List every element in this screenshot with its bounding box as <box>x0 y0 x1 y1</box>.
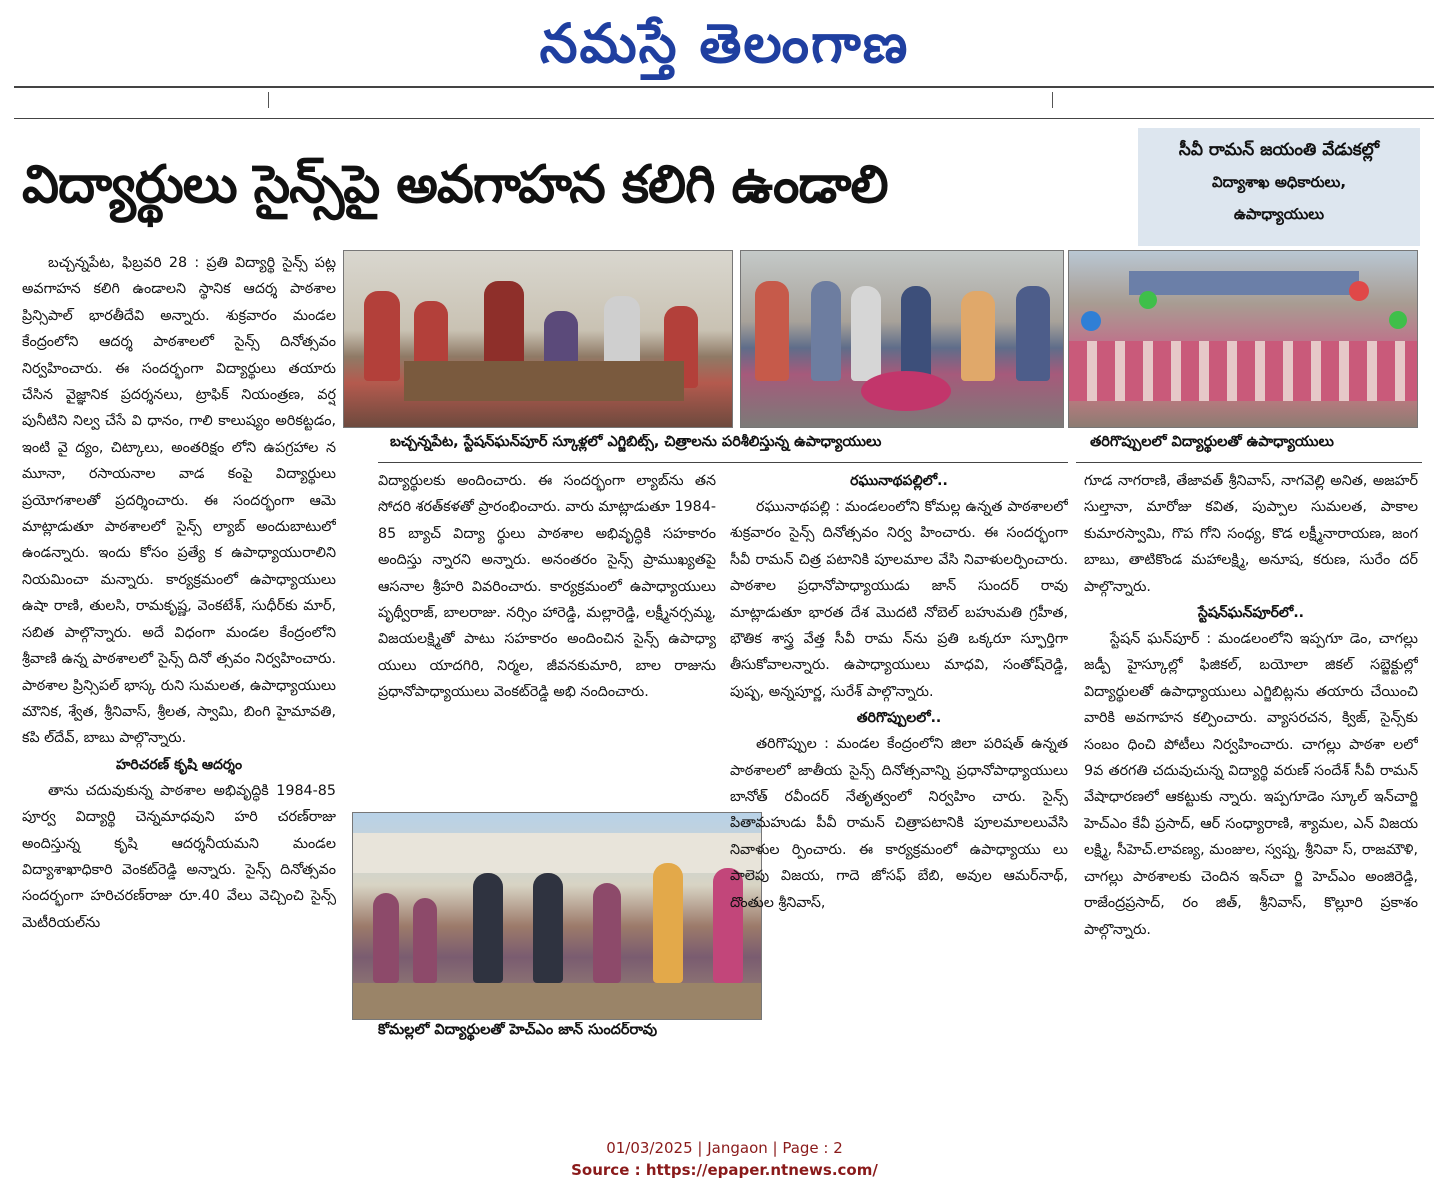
students-with-balloons-photo <box>1068 250 1418 428</box>
article-paragraph: గూడ నాగరాణి, తేజావత్ శ్రీనివాస్, నాగవెల్లి అనిత, అజహర్ సుల్తానా, మారోజు కవిత, పుప్పాల సుమలత, పాకాల కుమారస్వామి, గొప గోని సంధ్య, కొడ లక్ష్మీనారాయణ, జంగ బాబు, తాటికొండ మహాలక్ష్మి, అనూష, కరుణ, సురేం దర్ పాల్గొన్నారు. <box>1084 473 1418 595</box>
caption-main-photos: బచ్చన్నపేట, స్టేషన్‌ఘన్‌పూర్ స్కూళ్లలో ఎగ్జిబిట్స్, చిత్రాలను పరిశీలిస్తున్న ఉపాధ్యాయులు <box>390 434 882 450</box>
strip-divider <box>268 92 269 108</box>
source-url: Source : https://epaper.ntnews.com/ <box>571 1161 878 1179</box>
kicker-line-3: ఉపాధ్యాయులు <box>1233 205 1325 223</box>
section-subheading: తరిగొప్పులలో.. <box>856 710 942 727</box>
exhibit-photo-students <box>343 250 733 428</box>
article-column-3 <box>730 468 1068 1060</box>
article-column-4 <box>1084 468 1418 1060</box>
article-paragraph: స్టేషన్ ఘన్‌పూర్ : మండలంలోని ఇప్పగూ డెం, చాగల్లు జడ్పీ హైస్కూల్లో ఫిజికల్, బయోలా జికల్ సబ్జెక్టుల్లో విద్యార్థులతో ఉపాధ్యాయులు ఎగ్జిబిట్లను తయారు చేయించి వారికి అవగాహన కల్పించారు. వ్యాసరచన, క్విజ్, సైన్స్‌కు సంబం ధించి పోటీలు నిర్వహించారు. చాగల్లు పాఠశా లలో 9వ తరగతి చదువుచున్న విద్యార్థి వరుణ్ సందేశ్ సీవీ రామన్ వేషాధారణలో ఆకట్టుకు న్నారు. ఇప్పగూడెం స్కూల్ ఇన్‌చార్జి హెచ్ఎం కేవీ ప్రసాద్, ఆర్ సంధ్యారాణి, శ్యామల, ఎన్ విజయ లక్ష్మి, సీహెచ్.లావణ్య, మంజుల, స్వప్న, శ్రీనివా స్, రాజమౌళి, చాగల్లు పాఠశాలకు చెందిన ఇన్‌చా ర్జి హెచ్ఎం అంజిరెడ్డి, రాజేంద్రప్రసాద్, రం జిత్, శ్రీనివాస్, కొల్లూరి ప్రకాశం పాల్గొన్నారు. <box>1084 631 1418 938</box>
article-paragraph: విద్యార్థులకు అందించారు. ఈ సందర్భంగా ల్యాబ్‌ను తన సోదరి శరత్‌కళతో ప్రారంభించారు. వారు మాట్లాడుతూ 1984-85 బ్యాచ్ విద్యా ర్థులు పాఠశాల అభివృద్ధికి సహకారం అందిస్తు న్నారని అన్నారు. అనంతరం సైన్స్ ప్రాముఖ్యతపై ఆసనాల శ్రీహరి వివరించారు. కార్యక్రమంలో ఉపాధ్యాయులు పృథ్వీరాజ్, బాలరాజు. నర్సిం హారెడ్డి, మల్లారెడ్డి, లక్ష్మీనర్సమ్మ, విజయలక్ష్మితో పాటు సహకారం అందించిన సైన్స్ ఉపాధ్యా యులు యాదగిరి, నిర్మల, జీవనకుమారి, బాల రాజును ప్రధానోపాధ్యాయులు వెంకట్‌రెడ్డి అభి నందించారు. <box>378 473 716 701</box>
section-subheading: స్టేషన్‌ఘన్‌పూర్‌లో.. <box>1198 605 1304 622</box>
newspaper-masthead <box>0 8 1449 78</box>
caption-rule <box>1076 462 1422 463</box>
komalla-students-photo <box>352 812 762 1020</box>
section-subheading: రఘునాథపల్లిలో.. <box>850 473 948 489</box>
caption-bottom-photo: కోమల్లలో విద్యార్థులతో హెచ్ఎం జాన్ సుందర్‌రావు <box>378 1022 658 1038</box>
article-column-1 <box>22 250 336 1060</box>
section-subheading: హరిచరణ్ కృషి ఆదర్శం <box>115 756 243 773</box>
kicker-line-1: సీవీ రామన్ జయంతి వేడుకల్లో <box>1178 140 1380 160</box>
article-paragraph: బచ్చన్నపేట, ఫిబ్రవరి 28 : ప్రతి విద్యార్థి సైన్స్ పట్ల అవగాహన కలిగి ఉండాలని స్థానిక ఆదర్శ పాఠశాల ప్రిన్సిపాల్ భారతీదేవి అన్నారు. శుక్రవారం మండల కేంద్రంలోని ఆదర్శ పాఠశాలలో సైన్స్ దినోత్సవం నిర్వహించారు. ఈ సందర్భంగా విద్యార్థులు తయారు చేసిన వైజ్ఞానిక ప్రదర్శనలు, ట్రాఫిక్ నియంత్రణ, వర్ష పునీటిని నిల్వ చేసే వి ధానం, గాలి కాలుష్యం అరికట్టడం, ఇంటి వై ద్యం, చిట్కాలు, అంతరిక్షం లోని ఉపగ్రహాల న మూనా, రసాయనాల వాడ కంపై విద్యార్థులు ప్రయోగశాలతో ప్రదర్శించారు. ఈ సందర్భంగా ఆమె మాట్లాడుతూ పాఠశాలలో సైన్స్ ల్యాబ్ అందుబాటులో ఉండన్నారు. ఇందు కోసం ప్రత్యే క ఉపాధ్యాయురాలిని నియమించా మన్నారు. కార్యక్రమంలో ఉపాధ్యాయులు ఉషా రాణి, తులసి, రామకృష్ణ, వెంకటేశ్, సుధీర్‌కు మార్, సబిత పాల్గొన్నారు. అదే విధంగా మండల కేంద్రంలోని శ్రీవాణి ఉన్న పాఠశాలలో సైన్స్ దినో త్సవం నిర్వహించారు. పాఠశాల ప్రిన్సిపల్ భాస్క రుని సుమలత, ఉపాధ్యాయులు మౌనిక, శ్వేత, శ్రీనివాస్, శ్రీలత, స్వామి, బింగి హైమావతి, కపి ల్‌దేవ్, బాబు పాల్గొన్నారు. <box>22 255 336 747</box>
article-paragraph: తరిగొప్పుల : మండల కేంద్రంలోని జిలా పరిషత్ ఉన్నత పాఠశాలలో జాతీయ సైన్స్ దినోత్సవాన్ని ప్రధానోపాధ్యాయులు బానోత్ రవీందర్ నేతృత్వంలో నిర్వహిం చారు. సైన్స్ పితామహుడు పీవీ రామన్ చిత్రాపటానికి పూలమాలలువేసి నివాళుల ర్పించారు. ఈ కార్యక్రమంలో ఉపాధ్యాయు లు పాలెపు విజయ, గాదె జోసఫ్ బేబి, అవుల ఆమర్‌నాథ్, దొంతుల శ్రీనివాస్, <box>730 736 1068 911</box>
header-rule <box>14 118 1434 119</box>
caption-rule <box>378 462 1068 463</box>
article-paragraph: రఘునాథపల్లి : మండలంలోని కోమల్ల ఉన్నత పాఠశాలలో శుక్రవారం సైన్స్ దినోత్సవం నిర్వ హించారు. ఈ సందర్భంగా సీవీ రామన్ చిత్ర పటానికి పూలమాల వేసి నివాళులర్పించారు. పాఠశాల ప్రధానోపాధ్యాయుడు జాన్ సుందర్ రావు మాట్లాడుతూ భారత దేశ మొదటి నోబెల్ బహుమతి గ్రహీత, భౌతిక శాస్త్ర వేత్త సీవీ రామ న్‌ను ప్రతి ఒక్కరూ స్ఫూర్తిగా తీసుకోవాలన్నారు. ఉపాధ్యాయులు మాధవి, సంతోష్‌రెడ్డి, పుష్ప, అన్నపూర్ణ, సురేశ్ పాల్గొన్నారు. <box>730 499 1068 700</box>
masthead-title: నమస్తే తెలంగాణ <box>539 11 910 75</box>
headline-kicker <box>1138 128 1420 246</box>
masthead-rule <box>14 86 1434 88</box>
strip-divider <box>1052 92 1053 108</box>
caption-right-photo: తరిగొప్పులలో విద్యార్థులతో ఉపాధ్యాయులు <box>1090 434 1334 450</box>
article-paragraph: తాను చదువుకున్న పాఠశాల అభివృద్ధికి 1984-85 పూర్వ విద్యార్థి చెన్నమాధవుని హరి చరణ్‌రాజు అందిస్తున్న కృషి ఆదర్శనీయమని మండల విద్యాశాఖాధికారి వెంకట్‌రెడ్డి అన్నారు. సైన్స్ దినోత్సవం సందర్భంగా హరిచరణ్‌రాజు రూ.40 వేలు వెచ్చించి సైన్స్ మెటీరియల్‌ను <box>22 782 336 931</box>
article-headline: విద్యార్థులు సైన్స్‌పై అవగాహన కలిగి ఉండాలి <box>22 155 888 215</box>
kicker-line-2: విద్యాశాఖ అధికారులు, <box>1211 173 1347 191</box>
article-column-2 <box>378 468 716 804</box>
edition-info: 01/03/2025 | Jangaon | Page : 2 <box>606 1139 843 1157</box>
exhibit-photo-teachers <box>740 250 1064 428</box>
